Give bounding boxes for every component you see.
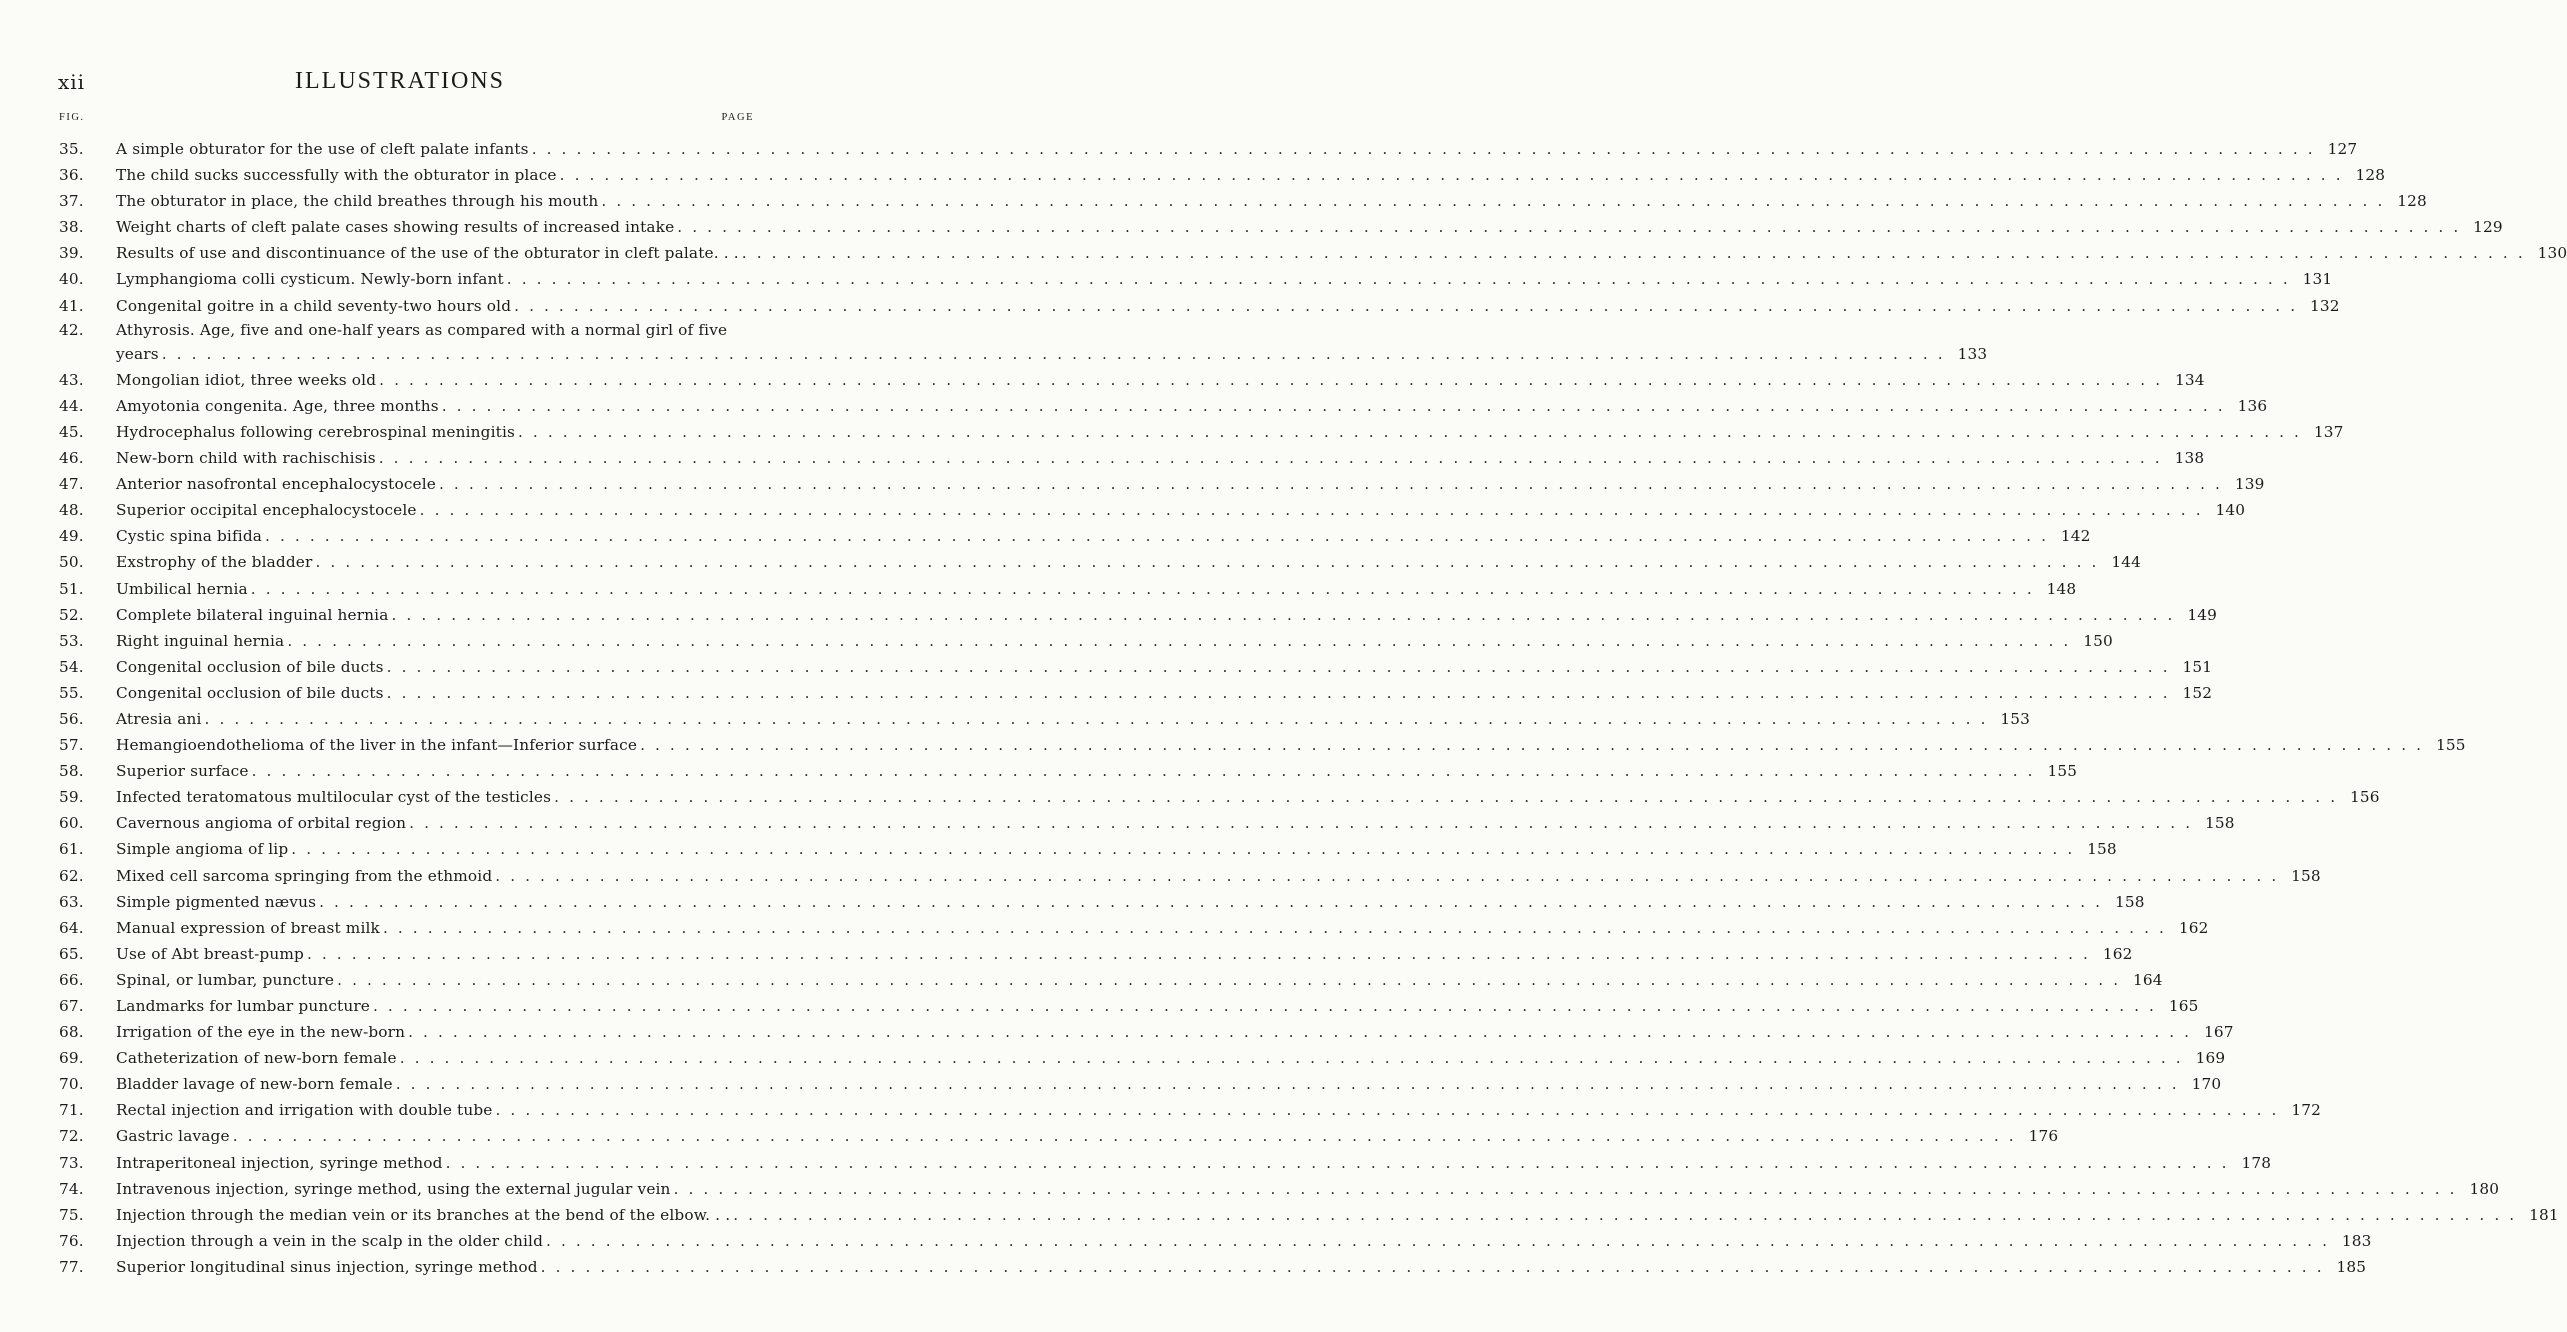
dot-leader: . . . . . . . . . . . . . . . . . . . . . . . . . . . . . . . . . . . . . . . . . . . . . . . . . . . . . . . . . . . . . . . . . . . . . . . . . . . . . . . . . . . . . . . . . . . . . . . . . . . . . . . . . . . . . . . . . . . . . . . . (495, 866, 2279, 885)
dot-leader: . . . . . . . . . . . . . . . . . . . . . . . . . . . . . . . . . . . . . . . . . . . . . . . . . . . . . . . . . . . . . . . . . . . . . . . . . . . . . . . . . . . . . . . . . . . . . . . . . . . . . . . . . . . . . . . . . . . . . . . . (378, 449, 2163, 468)
dot-leader: . . . . . . . . . . . . . . . . . . . . . . . . . . . . . . . . . . . . . . . . . . . . . . . . . . . . . . . . . . . . . . . . . . . . . . . . . . . . . . . . . . . . . . . . . . . . . . . . . . . . . . . . . . . . . . . . . . . . . . . . (517, 422, 2302, 441)
page-number: 183 (2341, 1231, 2372, 1250)
illustrations-list (0, 136, 2567, 1280)
page-number: 170 (2191, 1075, 2222, 1094)
figure-title: Umbilical hernia (116, 579, 248, 598)
figure-number: 51. (59, 579, 84, 598)
page-number: 156 (2350, 788, 2380, 807)
dot-leader: . . . . . . . . . . . . . . . . . . . . . . . . . . . . . . . . . . . . . . . . . . . . . . . . . . . . . . . . . . . . . . . . . . . . . . . . . . . . . . . . . . . . . . . . . . . . . . . . . . . . . . . . . . . . . . . . . . . . . . . . (640, 736, 2424, 755)
dot-leader: . . . . . . . . . . . . . . . . . . . . . . . . . . . . . . . . . . . . . . . . . . . . . . . . . . . . . . . . . . . . . . . . . . . . . . . . . . . . . . . . . . . . . . . . . . . . . . . . . . . . . . . . . . . . . . . . . . . . . . . . (677, 218, 2461, 237)
figure-title: New-born child with rachischisis (116, 449, 376, 468)
running-head (0, 68, 800, 98)
list-item (0, 136, 2358, 162)
page-number: 162 (2178, 918, 2209, 937)
dot-leader: . . . . . . . . . . . . . . . . . . . . . . . . . . . . . . . . . . . . . . . . . . . . . . . . . . . . . . . . . . . . . . . . . . . . . . . . . . . . . . . . . . . . . . . . . . . . . . . . . . . . . . . . . . . . . . . . . . . . . . . . (495, 1101, 2280, 1120)
figure-title: Congenital occlusion of bile ducts (116, 657, 384, 676)
figure-number: 59. (59, 788, 84, 807)
list-item (0, 293, 2340, 319)
list-item (0, 1254, 2367, 1280)
list-item-continuation (0, 341, 1988, 367)
dot-leader: . . . . . . . . . . . . . . . . . . . . . . . . . . . . . . . . . . . . . . . . . . . . . . . . . . . . . . . . . . . . . . . . . . . . . . . . . . . . . . . . . . . . . . . . . . . . . . . . . . . . . . . . . . . . . . . . . . . . . . . . (419, 501, 2204, 520)
dot-leader: . . . . . . . . . . . . . . . . . . . . . . . . . . . . . . . . . . . . . . . . . . . . . . . . . . . . . . . . . . . . . . . . . . . . . . . . . . . . . . . . . . . . . . . . . . . . . . . . . . . . . . . . . . . . . . . . . . . . . . . . (673, 1179, 2458, 1198)
figure-number: 61. (59, 840, 84, 859)
figure-title: Intravenous injection, syringe method, using the external jugular vein (116, 1179, 671, 1198)
list-item (0, 576, 2077, 602)
figure-title: Injection through a vein in the scalp in the older child (116, 1231, 544, 1250)
page-number: 130 (2537, 244, 2567, 263)
figure-number: 49. (59, 527, 84, 546)
page-number: 155 (2435, 736, 2466, 755)
dot-leader: . . . . . . . . . . . . . . . . . . . . . . . . . . . . . . . . . . . . . . . . . . . . . . . . . . . . . . . . . . . . . . . . . . . . . . . . . . . . . . . . . . . . . . . . . . . . . . . . . . . . . . . . . . . . . . . . . . . . . . . . (265, 527, 2049, 546)
page-number: 180 (2469, 1179, 2500, 1198)
list-item (0, 214, 2503, 240)
figure-number: 35. (59, 140, 84, 158)
figure-number: 52. (59, 605, 84, 624)
list-item (0, 810, 2235, 836)
figure-title: Complete bilateral inguinal hernia (116, 605, 389, 624)
page-number: 144 (2111, 553, 2141, 572)
fig-column-heading: FIG. (59, 112, 85, 123)
page-number: 158 (2291, 866, 2321, 885)
page-number: 181 (2529, 1205, 2559, 1224)
dot-leader: . . . . . . . . . . . . . . . . . . . . . . . . . . . . . . . . . . . . . . . . . . . . . . . . . . . . . . . . . . . . . . . . . . . . . . . . . . . . . . . . . . . . . . . . . . . . . . . . . . . . . . . . . . . . . . . . . . . . . . . . (250, 579, 2035, 598)
figure-number: 58. (59, 762, 84, 781)
figure-number: 43. (59, 370, 84, 389)
list-item (0, 1150, 2272, 1176)
list-item (0, 732, 2466, 758)
figure-title: The obturator in place, the child breathes through his mouth (116, 192, 599, 211)
figure-title: Irrigation of the eye in the new-born (116, 1023, 406, 1042)
list-item (0, 319, 800, 341)
figure-number: 69. (59, 1049, 84, 1068)
figure-number: 65. (59, 944, 84, 963)
figure-title: Superior occipital encephalocystocele (116, 501, 417, 520)
page-number: 178 (2241, 1153, 2272, 1172)
page-number: 137 (2313, 422, 2344, 441)
dot-leader: . . . . . . . . . . . . . . . . . . . . . . . . . . . . . . . . . . . . . . . . . . . . . . . . . . . . . . . . . . . . . . . . . . . . . . . . . . . . . . . . . . . . . . . . . . . . . . . . . . . . . . . . . . . . . . . . . . . . . . . . (409, 814, 2193, 833)
page-number: 131 (2302, 270, 2333, 289)
page-number: 164 (2133, 970, 2163, 989)
page-title: ILLUSTRATIONS (295, 68, 505, 94)
dot-leader: . . . . . . . . . . . . . . . . . . . . . . . . . . . . . . . . . . . . . . . . . . . . . . . . . . . . . . . . . . . . . . . . . . . . . . . . . . . . . . . . . . . . . . . . . . . . . . . . . . . . . . . . . . . . . . . . . . . . . . . . (291, 840, 2075, 859)
page-number: 128 (2355, 166, 2386, 185)
page-number: 127 (2327, 140, 2358, 158)
list-item (0, 162, 2386, 188)
list-item (0, 654, 2213, 680)
figure-number: 55. (59, 683, 84, 702)
figure-number: 63. (59, 892, 84, 911)
figure-title: Hydrocephalus following cerebrospinal meningitis (116, 422, 515, 441)
page-number: 169 (2195, 1049, 2226, 1068)
dot-leader: . . . . . . . . . . . . . . . . . . . . . . . . . . . . . . . . . . . . . . . . . . . . . . . . . . . . . . . . . . . . . . . . . . . . . . . . . . . . . . . . . . . . . . . . . . . . . . . . . . . . . . . . . . . . . . . . . . . . . . . . (514, 296, 2298, 315)
figure-title: Right inguinal hernia (116, 631, 285, 650)
page-number: 148 (2046, 579, 2077, 598)
list-item (0, 549, 2141, 575)
figure-title: Hemangioendothelioma of the liver in the infant—Inferior surface (116, 736, 638, 755)
list-item (0, 1228, 2372, 1254)
figure-number: 56. (59, 709, 84, 728)
page-folio: xii (58, 70, 86, 94)
figure-number: 76. (59, 1231, 84, 1250)
page-number: 128 (2397, 192, 2427, 211)
figure-title: Cystic spina bifida (116, 527, 263, 546)
dot-leader: . . . . . . . . . . . . . . . . . . . . . . . . . . . . . . . . . . . . . . . . . . . . . . . . . . . . . . . . . . . . . . . . . . . . . . . . . . . . . . . . . . . . . . . . . . . . . . . . . . . . . . . . . . . . . . . . . . . . . . . . (315, 553, 2099, 572)
list-item (0, 602, 2218, 628)
figure-number: 68. (59, 1023, 84, 1042)
figure-title: The child sucks successfully with the obturator in place (116, 166, 557, 185)
list-item (0, 915, 2209, 941)
list-item (0, 863, 2321, 889)
list-item (0, 393, 2268, 419)
figure-number: 48. (59, 501, 84, 520)
list-item (0, 188, 2427, 214)
list-item (0, 1202, 2559, 1228)
page-number: 140 (2215, 501, 2246, 520)
page-number: 150 (2083, 631, 2113, 650)
dot-leader: . . . . . . . . . . . . . . . . . . . . . . . . . . . . . . . . . . . . . . . . . . . . . . . . . . . . . . . . . . . . . . . . . . . . . . . . . . . . . . . . . . . . . . . . . . . . . . . . . . . . . . . . . . . . . . . . . . . . . . . . (559, 166, 2344, 185)
dot-leader: . . . . . . . . . . . . . . . . . . . . . . . . . . . . . . . . . . . . . . . . . . . . . . . . . . . . . . . . . . . . . . . . . . . . . . . . . . . . . . . . . . . . . . . . . . . . . . . . . . . . . . . . . . . . . . . . . . . . . . . . (408, 1023, 2192, 1042)
page-number: 138 (2174, 449, 2205, 468)
dot-leader: . . . . . . . . . . . . . . . . . . . . . . . . . . . . . . . . . . . . . . . . . . . . . . . . . . . . . . . . . . . . . . . . . . . . . . . . . . . . . . . . . . . . . . . . . . . . . . . . . . . . . . . . . . . . . . . . . . . . . . . . (161, 344, 1946, 363)
list-item (0, 419, 2344, 445)
page-number: 133 (1957, 344, 1988, 363)
figure-title: Intraperitoneal injection, syringe method (116, 1153, 443, 1172)
dot-leader: . . . . . . . . . . . . . . . . . . . . . . . . . . . . . . . . . . . . . . . . . . . . . . . . . . . . . . . . . . . . . . . . . . . . . . . . . . . . . . . . . . . . . . . . . . . . . . . . . . . . . . . . . . . . . . . . . . . . . . . . (391, 605, 2176, 624)
dot-leader: . . . . . . . . . . . . . . . . . . . . . . . . . . . . . . . . . . . . . . . . . . . . . . . . . . . . . . . . . . . . . . . . . . . . . . . . . . . . . . . . . . . . . . . . . . . . . . . . . . . . . . . . . . . . . . . . . . . . . . . . (319, 892, 2103, 911)
figure-title: Cavernous angioma of orbital region (116, 814, 407, 833)
dot-leader: . . . . . . . . . . . . . . . . . . . . . . . . . . . . . . . . . . . . . . . . . . . . . . . . . . . . . . . . . . . . . . . . . . . . . . . . . . . . . . . . . . . . . . . . . . . . . . . . . . . . . . . . . . . . . . . . . . . . . . . . (373, 997, 2157, 1015)
dot-leader: . . . . . . . . . . . . . . . . . . . . . . . . . . . . . . . . . . . . . . . . . . . . . . . . . . . . . . . . . . . . . . . . . . . . . . . . . . . . . . . . . . . . . . . . . . . . . . . . . . . . . . . . . . . . . . . . . . . . . . . . (540, 1257, 2325, 1276)
figure-title: Athyrosis. Age, five and one-half years as compared with a normal girl of five (116, 320, 728, 339)
figure-number: 47. (59, 475, 84, 494)
dot-leader: . . . . . . . . . . . . . . . . . . . . . . . . . . . . . . . . . . . . . . . . . . . . . . . . . . . . . . . . . . . . . . . . . . . . . . . . . . . . . . . . . . . . . . . . . . . . . . . . . . . . . . . . . . . . . . . . . . . . . . . . (395, 1075, 2180, 1094)
figure-title: Amyotonia congenita. Age, three months (116, 396, 439, 415)
list-item (0, 680, 2213, 706)
list-item (0, 523, 2091, 549)
figure-number: 62. (59, 866, 84, 885)
dot-leader: . . . . . . . . . . . . . . . . . . . . . . . . . . . . . . . . . . . . . . . . . . . . . . . . . . . . . . . . . . . . . . . . . . . . . . . . . . . . . . . . . . . . . . . . . . . . . . . . . . . . . . . . . . . . . . . . . . . . . . . . (399, 1049, 2184, 1068)
list-item (0, 758, 2078, 784)
figure-title: Injection through the median vein or its branches at the bend of the elbow. . . (116, 1205, 731, 1224)
figure-number: 44. (59, 396, 84, 415)
figure-title: Congenital goitre in a child seventy-two hours old (116, 296, 512, 315)
figure-number: 39. (59, 244, 84, 263)
page-number: 132 (2310, 296, 2340, 315)
figure-number: 54. (59, 657, 84, 676)
dot-leader: . . . . . . . . . . . . . . . . . . . . . . . . . . . . . . . . . . . . . . . . . . . . . . . . . . . . . . . . . . . . . . . . . . . . . . . . . . . . . . . . . . . . . . . . . . . . . . . . . . . . . . . . . . . . . . . . . . . . . . . . (306, 944, 2091, 963)
list-item (0, 941, 2133, 967)
figure-title: Landmarks for lumbar puncture (116, 997, 370, 1015)
figure-title: Use of Abt breast-pump (116, 944, 304, 963)
dot-leader: . . . . . . . . . . . . . . . . . . . . . . . . . . . . . . . . . . . . . . . . . . . . . . . . . . . . . . . . . . . . . . . . . . . . . . . . . . . . . . . . . . . . . . . . . . . . . . . . . . . . . . . . . . . . . . . . . . . . . . . . (382, 918, 2167, 937)
list-item (0, 497, 2246, 523)
list-item (0, 367, 2205, 393)
figure-title: Lymphangioma colli cysticum. Newly-born infant (116, 270, 504, 289)
figure-title: Atresia ani (116, 709, 202, 728)
dot-leader: . . . . . . . . . . . . . . . . . . . . . . . . . . . . . . . . . . . . . . . . . . . . . . . . . . . . . . . . . . . . . . . . . . . . . . . . . . . . . . . . . . . . . . . . . . . . . . . . . . . . . . . . . . . . . . . . . . . . . . . . (741, 244, 2526, 263)
list-item (0, 1097, 2322, 1123)
figure-title: Mixed cell sarcoma springing from the ethmoid (116, 866, 493, 885)
figure-number: 75. (59, 1205, 84, 1224)
figure-number: 66. (59, 970, 84, 989)
list-item (0, 240, 2567, 266)
dot-leader: . . . . . . . . . . . . . . . . . . . . . . . . . . . . . . . . . . . . . . . . . . . . . . . . . . . . . . . . . . . . . . . . . . . . . . . . . . . . . . . . . . . . . . . . . . . . . . . . . . . . . . . . . . . . . . . . . . . . . . . . (546, 1231, 2330, 1250)
dot-leader: . . . . . . . . . . . . . . . . . . . . . . . . . . . . . . . . . . . . . . . . . . . . . . . . . . . . . . . . . . . . . . . . . . . . . . . . . . . . . . . . . . . . . . . . . . . . . . . . . . . . . . . . . . . . . . . . . . . . . . . . (251, 762, 2036, 781)
figure-number: 37. (59, 192, 84, 211)
page-number: 134 (2175, 370, 2205, 389)
dot-leader: . . . . . . . . . . . . . . . . . . . . . . . . . . . . . . . . . . . . . . . . . . . . . . . . . . . . . . . . . . . . . . . . . . . . . . . . . . . . . . . . . . . . . . . . . . . . . . . . . . . . . . . . . . . . . . . . . . . . . . . . (232, 1127, 2017, 1146)
figure-number: 70. (59, 1075, 84, 1094)
page-number: 158 (2114, 892, 2145, 911)
dot-leader: . . . . . . . . . . . . . . . . . . . . . . . . . . . . . . . . . . . . . . . . . . . . . . . . . . . . . . . . . . . . . . . . . . . . . . . . . . . . . . . . . . . . . . . . . . . . . . . . . . . . . . . . . . . . . . . . . . . . . . . . (204, 709, 1989, 728)
figure-number: 57. (59, 736, 84, 755)
list-item (0, 993, 2199, 1019)
figure-number: 36. (59, 166, 84, 185)
page-number: 176 (2028, 1127, 2059, 1146)
figure-number: 73. (59, 1153, 84, 1172)
list-item (0, 967, 2163, 993)
list-item (0, 1071, 2222, 1097)
figure-title: Rectal injection and irrigation with double tube (116, 1101, 493, 1120)
page-number: 152 (2182, 683, 2213, 702)
figure-number: 46. (59, 449, 84, 468)
list-item (0, 445, 2205, 471)
figure-title: Simple pigmented nævus (116, 892, 317, 911)
list-item (0, 1019, 2234, 1045)
figure-number: 53. (59, 631, 84, 650)
figure-title: Mongolian idiot, three weeks old (116, 370, 377, 389)
figure-number: 64. (59, 918, 84, 937)
page-number: 185 (2336, 1257, 2367, 1276)
figure-title: Superior longitudinal sinus injection, syringe method (116, 1257, 538, 1276)
dot-leader: . . . . . . . . . . . . . . . . . . . . . . . . . . . . . . . . . . . . . . . . . . . . . . . . . . . . . . . . . . . . . . . . . . . . . . . . . . . . . . . . . . . . . . . . . . . . . . . . . . . . . . . . . . . . . . . . . . . . . . . . (386, 657, 2171, 676)
dot-leader: . . . . . . . . . . . . . . . . . . . . . . . . . . . . . . . . . . . . . . . . . . . . . . . . . . . . . . . . . . . . . . . . . . . . . . . . . . . . . . . . . . . . . . . . . . . . . . . . . . . . . . . . . . . . . . . . . . . . . . . . (379, 370, 2163, 389)
page-number: 172 (2291, 1101, 2322, 1120)
page-number: 165 (2168, 997, 2199, 1015)
list-item (0, 266, 2333, 292)
dot-leader: . . . . . . . . . . . . . . . . . . . . . . . . . . . . . . . . . . . . . . . . . . . . . . . . . . . . . . . . . . . . . . . . . . . . . . . . . . . . . . . . . . . . . . . . . . . . . . . . . . . . . . . . . . . . . . . . . . . . . . . . (554, 788, 2338, 807)
dot-leader: . . . . . . . . . . . . . . . . . . . . . . . . . . . . . . . . . . . . . . . . . . . . . . . . . . . . . . . . . . . . . . . . . . . . . . . . . . . . . . . . . . . . . . . . . . . . . . . . . . . . . . . . . . . . . . . . . . . . . . . . (287, 631, 2071, 650)
list-item (0, 1176, 2500, 1202)
figure-title: years (116, 344, 159, 363)
figure-title: A simple obturator for the use of cleft palate infants (116, 140, 529, 158)
page-number: 158 (2087, 840, 2117, 859)
figure-title: Exstrophy of the bladder (116, 553, 313, 572)
dot-leader: . . . . . . . . . . . . . . . . . . . . . . . . . . . . . . . . . . . . . . . . . . . . . . . . . . . . . . . . . . . . . . . . . . . . . . . . . . . . . . . . . . . . . . . . . . . . . . . . . . . . . . . . . . . . . . . . . . . . . . . . (601, 192, 2385, 211)
page-number: 136 (2237, 396, 2268, 415)
dot-leader: . . . . . . . . . . . . . . . . . . . . . . . . . . . . . . . . . . . . . . . . . . . . . . . . . . . . . . . . . . . . . . . . . . . . . . . . . . . . . . . . . . . . . . . . . . . . . . . . . . . . . . . . . . . . . . . . . . . . . . . . (733, 1205, 2517, 1224)
figure-number: 71. (59, 1101, 84, 1120)
figure-title: Catheterization of new-born female (116, 1049, 397, 1068)
dot-leader: . . . . . . . . . . . . . . . . . . . . . . . . . . . . . . . . . . . . . . . . . . . . . . . . . . . . . . . . . . . . . . . . . . . . . . . . . . . . . . . . . . . . . . . . . . . . . . . . . . . . . . . . . . . . . . . . . . . . . . . . (506, 270, 2291, 289)
figure-title: Infected teratomatous multilocular cyst of the testicles (116, 788, 552, 807)
list-item (0, 836, 2117, 862)
page-number: 151 (2182, 657, 2213, 676)
dot-leader: . . . . . . . . . . . . . . . . . . . . . . . . . . . . . . . . . . . . . . . . . . . . . . . . . . . . . . . . . . . . . . . . . . . . . . . . . . . . . . . . . . . . . . . . . . . . . . . . . . . . . . . . . . . . . . . . . . . . . . . . (445, 1153, 2230, 1172)
figure-number: 38. (59, 218, 84, 237)
figure-title: Manual expression of breast milk (116, 918, 380, 937)
page-number: 158 (2205, 814, 2235, 833)
figure-number: 50. (59, 553, 84, 572)
figure-title: Spinal, or lumbar, puncture (116, 970, 335, 989)
list-item (0, 628, 2113, 654)
figure-number: 41. (59, 296, 84, 315)
list-item (0, 706, 2031, 732)
figure-title: Simple angioma of lip (116, 840, 289, 859)
figure-title: Weight charts of cleft palate cases showing results of increased intake (116, 218, 675, 237)
list-item (0, 1045, 2226, 1071)
dot-leader: . . . . . . . . . . . . . . . . . . . . . . . . . . . . . . . . . . . . . . . . . . . . . . . . . . . . . . . . . . . . . . . . . . . . . . . . . . . . . . . . . . . . . . . . . . . . . . . . . . . . . . . . . . . . . . . . . . . . . . . . (386, 683, 2171, 702)
list-item (0, 471, 2265, 497)
figure-title: Results of use and discontinuance of the use of the obturator in cleft palate. . . (116, 244, 739, 263)
figure-title: Superior surface (116, 762, 249, 781)
dot-leader: . . . . . . . . . . . . . . . . . . . . . . . . . . . . . . . . . . . . . . . . . . . . . . . . . . . . . . . . . . . . . . . . . . . . . . . . . . . . . . . . . . . . . . . . . . . . . . . . . . . . . . . . . . . . . . . . . . . . . . . . (337, 970, 2121, 989)
page-column-heading: PAGE (721, 112, 754, 123)
page-number: 129 (2473, 218, 2503, 237)
figure-title: Congenital occlusion of bile ducts (116, 683, 384, 702)
page-number: 167 (2203, 1023, 2234, 1042)
page-number: 149 (2187, 605, 2218, 624)
figure-title: Gastric lavage (116, 1127, 230, 1146)
list-item (0, 784, 2380, 810)
figure-number: 40. (59, 270, 84, 289)
figure-number: 74. (59, 1179, 84, 1198)
dot-leader: . . . . . . . . . . . . . . . . . . . . . . . . . . . . . . . . . . . . . . . . . . . . . . . . . . . . . . . . . . . . . . . . . . . . . . . . . . . . . . . . . . . . . . . . . . . . . . . . . . . . . . . . . . . . . . . . . . . . . . . . (441, 396, 2226, 415)
dot-leader: . . . . . . . . . . . . . . . . . . . . . . . . . . . . . . . . . . . . . . . . . . . . . . . . . . . . . . . . . . . . . . . . . . . . . . . . . . . . . . . . . . . . . . . . . . . . . . . . . . . . . . . . . . . . . . . . . . . . . . . . (439, 475, 2223, 494)
list-item (0, 1123, 2059, 1149)
figure-number: 60. (59, 814, 84, 833)
list-item (0, 889, 2145, 915)
page-number: 142 (2060, 527, 2091, 546)
figure-number: 45. (59, 422, 84, 441)
page-number: 139 (2234, 475, 2265, 494)
page-number: 153 (2000, 709, 2031, 728)
page-number: 155 (2047, 762, 2078, 781)
figure-title: Bladder lavage of new-born female (116, 1075, 393, 1094)
figure-number: 67. (59, 997, 84, 1015)
figure-number: 42. (59, 320, 84, 339)
column-headings (0, 112, 800, 126)
page-number: 162 (2102, 944, 2133, 963)
figure-number: 77. (59, 1257, 84, 1276)
dot-leader: . . . . . . . . . . . . . . . . . . . . . . . . . . . . . . . . . . . . . . . . . . . . . . . . . . . . . . . . . . . . . . . . . . . . . . . . . . . . . . . . . . . . . . . . . . . . . . . . . . . . . . . . . . . . . . . . . . . . . . . . (531, 140, 2316, 158)
figure-number: 72. (59, 1127, 84, 1146)
figure-title: Anterior nasofrontal encephalocystocele (116, 475, 436, 494)
